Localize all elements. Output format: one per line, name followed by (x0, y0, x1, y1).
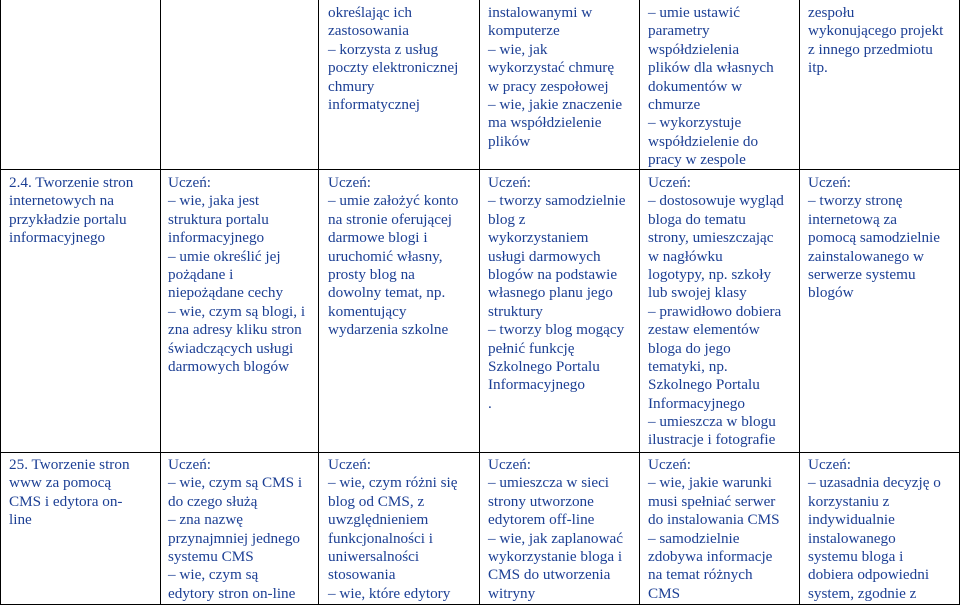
requirements-cell (648, 4, 798, 170)
requirement-line: ma współdzielenie (488, 114, 602, 132)
requirement-line: zdobywa informacje (648, 547, 773, 565)
requirement-line: – wie, jaka jest (168, 192, 260, 210)
requirement-line: blogów (808, 284, 854, 302)
requirement-line: informacyjnego (168, 229, 265, 247)
requirement-line: poczty elektronicznej (328, 59, 459, 77)
requirement-line: uwzględnieniem (328, 511, 429, 529)
requirement-line: – korzysta z usług (328, 40, 439, 58)
requirement-line: bloga do jego (648, 339, 731, 357)
requirement-line: komputerze (488, 22, 560, 40)
topic-line: CMS i edytora on- (9, 492, 123, 510)
requirement-line: – zna nazwę (168, 511, 244, 529)
requirement-line: zespołu (808, 4, 855, 21)
requirement-line: pożądane i (168, 265, 234, 283)
requirement-line: – umie ustawić (648, 4, 740, 21)
requirements-cell (168, 174, 316, 376)
requirements-cell (328, 4, 478, 114)
requirement-line: uruchomić własny, (328, 247, 443, 265)
requirement-line: – tworzy blog mogący (488, 321, 625, 339)
requirement-line: w nagłówku (648, 247, 723, 265)
requirement-line: edytory stron on-line (168, 584, 296, 602)
requirement-line: strony utworzone (488, 492, 594, 510)
requirement-line: struktura portalu (168, 210, 269, 228)
requirement-line: instalowanymi w (488, 4, 593, 21)
requirement-line: pełnić funkcję (488, 339, 575, 357)
requirements-cell (648, 174, 798, 450)
requirement-line: dobiera odpowiedni (808, 566, 930, 584)
requirement-line: funkcjonalności i (328, 529, 434, 547)
requirement-line: tematyki, np. (648, 357, 728, 375)
requirement-line: Uczeń: (808, 456, 852, 473)
column-divider (160, 0, 161, 605)
requirements-cell (168, 456, 316, 603)
requirements-cell (808, 456, 958, 603)
requirement-line: ilustracje i fotografie (648, 431, 776, 449)
requirements-cell (488, 4, 638, 151)
requirement-line: zestaw elementów (648, 321, 760, 339)
column-divider (799, 0, 800, 605)
requirement-line: instalowanego (808, 529, 896, 547)
requirement-line: – tworzy samodzielnie (488, 192, 626, 210)
requirement-line: – uzasadnia decyzję o (808, 474, 941, 492)
topic-line: www za pomocą (9, 474, 112, 492)
requirement-line: – wie, jak zaplanować (488, 529, 623, 547)
requirement-line: zastosowania (328, 22, 409, 40)
requirement-line: itp. (808, 59, 828, 77)
requirement-line: informatycznej (328, 95, 420, 113)
requirement-line: Szkolnego Portalu (488, 357, 600, 375)
requirement-line: prosty blog na (328, 265, 415, 283)
requirement-line: CMS do utworzenia (488, 566, 611, 584)
requirement-line: logotypy, np. szkoły (648, 265, 772, 283)
requirement-line: świadczących usługi (168, 339, 294, 357)
requirements-cell (488, 174, 638, 413)
requirement-line: – wykorzystuje (648, 114, 742, 132)
requirement-line: usługi darmowych (488, 247, 601, 265)
topic-cell (9, 174, 159, 248)
requirement-line: wykorzystać chmurę (488, 59, 615, 77)
requirement-line: Uczeń: (648, 456, 692, 473)
requirement-line: Informacyjnego (488, 376, 585, 394)
requirement-line: indywidualnie (808, 511, 895, 529)
requirement-line: zna adresy kliku stron (168, 321, 302, 339)
requirement-line: bloga do tematu (648, 210, 746, 228)
requirement-line: uniwersalności (328, 547, 420, 565)
requirement-line: stosowania (328, 566, 396, 584)
requirement-line: pracy w zespole (648, 151, 746, 169)
requirement-line: Uczeń: (168, 456, 212, 473)
requirements-cell (808, 174, 958, 303)
requirement-line: Informacyjnego (648, 394, 745, 412)
requirement-line: edytorem off-line (488, 511, 595, 529)
requirement-line: Szkolnego Portalu (648, 376, 760, 394)
requirement-line: do czego służą (168, 492, 258, 510)
requirement-line: wykorzystaniem (488, 229, 589, 247)
requirements-cell (328, 174, 478, 340)
requirement-line: systemu bloga i (808, 547, 904, 565)
requirement-line: do instalowania CMS (648, 511, 780, 529)
row-divider (0, 169, 960, 170)
requirement-line: przynajmniej jednego (168, 529, 301, 547)
requirement-line: – wie, czym różni się (328, 474, 458, 492)
requirement-line: – umie założyć konto (328, 192, 459, 210)
requirement-line: lub swojej klasy (648, 284, 747, 302)
requirement-line: – umie określić jej (168, 247, 281, 265)
requirement-line: korzystaniu z (808, 492, 890, 510)
requirement-line: pomocą samodzielnie (808, 229, 941, 247)
requirement-line: . (488, 394, 492, 412)
requirement-line: struktury (488, 302, 543, 320)
requirement-line: strony, umieszczając (648, 229, 774, 247)
requirement-line: niepożądane cechy (168, 284, 284, 302)
requirement-line: – wie, czym są blogi, i (168, 302, 306, 320)
requirement-line: – wie, jakie znaczenie (488, 95, 623, 113)
column-divider (639, 0, 640, 605)
topic-line: 2.4. Tworzenie stron (9, 174, 134, 191)
requirement-line: – umieszcza w sieci (488, 474, 610, 492)
requirement-line: plików dla własnych (648, 59, 774, 77)
requirements-cell (328, 456, 478, 603)
topic-line: internetowych na (9, 192, 115, 210)
requirement-line: CMS (648, 584, 681, 602)
requirement-line: – tworzy stronę (808, 192, 903, 210)
requirement-line: chmurze (648, 95, 701, 113)
requirement-line: Uczeń: (328, 174, 372, 191)
requirement-line: – wie, jakie warunki (648, 474, 772, 492)
requirement-line: Uczeń: (488, 174, 532, 191)
requirement-line: dokumentów w (648, 77, 743, 95)
requirement-line: – dostosowuje wygląd (648, 192, 784, 210)
requirement-line: wydarzenia szkolne (328, 321, 449, 339)
requirement-line: Uczeń: (328, 456, 372, 473)
requirement-line: – wie, czym są CMS i (168, 474, 303, 492)
row-divider (0, 452, 960, 453)
requirement-line: – wie, czym są (168, 566, 259, 584)
requirement-line: Uczeń: (168, 174, 212, 191)
requirement-line: systemu CMS (168, 547, 254, 565)
column-divider (479, 0, 480, 605)
requirement-line: blog od CMS, z (328, 492, 425, 510)
requirement-line: – wie, które edytory (328, 584, 451, 602)
requirement-line: współdzielenia (648, 40, 740, 58)
topic-line: 25. Tworzenie stron (9, 456, 130, 473)
requirement-line: musi spełniać serwer (648, 492, 776, 510)
requirement-line: Uczeń: (648, 174, 692, 191)
requirement-line: chmury (328, 77, 375, 95)
requirement-line: – samodzielnie (648, 529, 740, 547)
requirement-line: zainstalowanego w (808, 247, 924, 265)
requirements-cell (808, 4, 958, 78)
requirement-line: na temat różnych (648, 566, 753, 584)
requirement-line: system, zgodnie z (808, 584, 917, 602)
requirement-line: Uczeń: (488, 456, 532, 473)
requirement-line: witryny (488, 584, 536, 602)
requirements-cell (648, 456, 798, 603)
topic-line: przykładzie portalu (9, 210, 127, 228)
requirement-line: internetową za (808, 210, 897, 228)
requirement-line: Uczeń: (808, 174, 852, 191)
requirement-line: – umieszcza w blogu (648, 413, 776, 431)
requirement-line: blog z (488, 210, 526, 228)
requirement-line: – wie, jak (488, 40, 548, 58)
requirement-line: – prawidłowo dobiera (648, 302, 782, 320)
requirement-line: wykonującego projekt (808, 22, 944, 40)
column-divider (318, 0, 319, 605)
topic-line: informacyjnego (9, 229, 106, 247)
requirement-line: z innego przedmiotu (808, 40, 933, 58)
topic-cell (9, 456, 159, 530)
requirement-line: serwerze systemu (808, 265, 916, 283)
topic-line: line (9, 511, 32, 529)
requirement-line: darmowych blogów (168, 357, 290, 375)
requirement-line: plików (488, 132, 531, 150)
requirement-line: na stronie oferującej (328, 210, 452, 228)
requirement-line: darmowe blogi i (328, 229, 428, 247)
requirement-line: własnego planu jego (488, 284, 613, 302)
requirement-line: w pracy zespołowej (488, 77, 609, 95)
requirement-line: współdzielenie do (648, 132, 759, 150)
table-border-left (0, 0, 1, 605)
requirement-line: określając ich (328, 4, 412, 21)
requirement-line: parametry (648, 22, 710, 40)
requirements-cell (488, 456, 638, 603)
requirement-line: komentujący (328, 302, 407, 320)
requirement-line: blogów na podstawie (488, 265, 618, 283)
requirement-line: wykorzystanie bloga i (488, 547, 623, 565)
requirement-line: dowolny temat, np. (328, 284, 446, 302)
